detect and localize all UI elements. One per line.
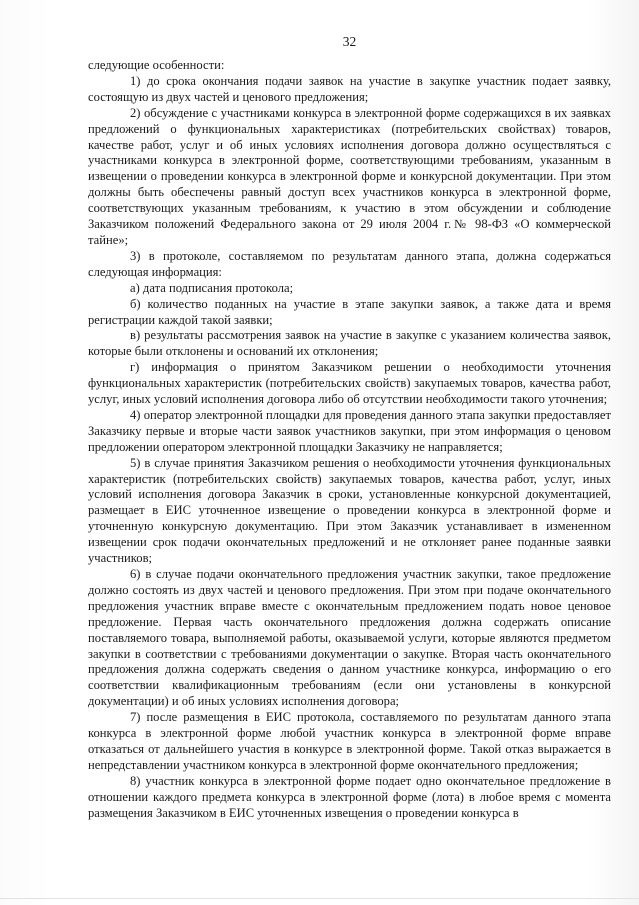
- paragraph: 8) участник конкурса в электронной форме подает одно окончательное предложение в отношении каждого предмета конкурса в электронной форме (лота) в любое время с момента размещения Заказчиком в ЕИС уточненных извещения о проведении конкурса в: [88, 773, 611, 820]
- page-number: 32: [342, 34, 357, 49]
- paragraph: 4) оператор электронной площадки для проведения данного этапа закупки предоставляет Заказчику первые и вторые части заявок участников закупки, при этом информация о ценовом предложении оператором электронной площадки Заказчику не направляется;: [88, 407, 611, 454]
- paragraph: 6) в случае подачи окончательного предложения участник закупки, такое предложение должно состоять из двух частей и ценового предложения. При этом при подаче окончательного предложения участник вправе вместе с окончательным предложением подать новое ценовое предложение. Первая часть окончательного предложения должна содержать описание поставляемого товара, выполняемой работы, оказываемой услуги, которые являются предметом закупки в соответствии с требованиями документации о закупке. Вторая часть окончательного предложения должна содержать сведения о данном участнике конкурса, информацию о его соответствии квалификационным требованиям (если они установлены в конкурсной документации) и об иных условиях исполнения договора;: [88, 567, 611, 709]
- paragraph: г) информация о принятом Заказчиком решении о необходимости уточнения функциональных характеристик (потребительских свойств) закупаемых товаров, качества работ, услуг, иных условий исполнения договора либо об отсутствии необходимости такого уточнения;: [88, 360, 611, 407]
- paragraph: 2) обсуждение с участниками конкурса в электронной форме содержащихся в их заявках предложений о функциональных характеристиках (потребительских свойствах) товаров, качестве работ, услуг и об иных условиях исполнения договора должно осуществляться с участниками конкурса в электронной форме, соответствующими требованиям, указанным в извещении о проведении конкурса в электронной форме и конкурсной документации. При этом должны быть обеспечены равный доступ всех участников конкурса в электронной форме, соответствующих указанным требованиям, к участию в этом обсуждении и соблюдение Заказчиком положений Федерального закона от 29 июля 2004 г.№ 98-ФЗ «О коммерческой тайне»;: [88, 105, 611, 247]
- paragraph: а) дата подписания протокола;: [130, 280, 294, 295]
- paragraph: 5) в случае принятия Заказчиком решения о необходимости уточнения функциональных характеристик (потребительских свойств) закупаемых товаров, качества работ, услуг, иных условий исполнения договора Заказчик в сроки, установленные конкурсной документацией, размещает в ЕИС уточненное извещение о проведении конкурса в электронной форме и уточненную конкурсную документацию. При этом Заказчик устанавливает в измененном извещении срок подачи окончательных предложений и не отклоняет ранее поданные заявки участников;: [88, 455, 611, 566]
- page-bottom-edge: [0, 898, 639, 899]
- paragraph: 3) в протоколе, составляемом по результатам данного этапа, должна содержаться следующая информация:: [88, 248, 611, 279]
- paragraph: 1) до срока окончания подачи заявок на участие в закупке участник подает заявку, состоящую из двух частей и ценового предложения;: [88, 73, 611, 104]
- paragraph: б) количество поданных на участие в этапе закупки заявок, а также дата и время регистрации каждой такой заявки;: [88, 296, 611, 327]
- paragraph: в) результаты рассмотрения заявок на участие в закупке с указанием количества заявок, которые были отклонены и оснований их отклонения;: [88, 328, 611, 359]
- document-body: [88, 58, 611, 822]
- paragraph: следующие особенности:: [88, 58, 225, 72]
- paragraph: 7) после размещения в ЕИС протокола, составляемого по результатам данного этапа конкурса в электронной форме любой участник конкурса в электронной форме вправе отказаться от дальнейшего участия в конкурсе в электронной форме. Такой отказ выражается в непредставлении участником конкурса в электронной форме окончательного предложения;: [88, 710, 611, 772]
